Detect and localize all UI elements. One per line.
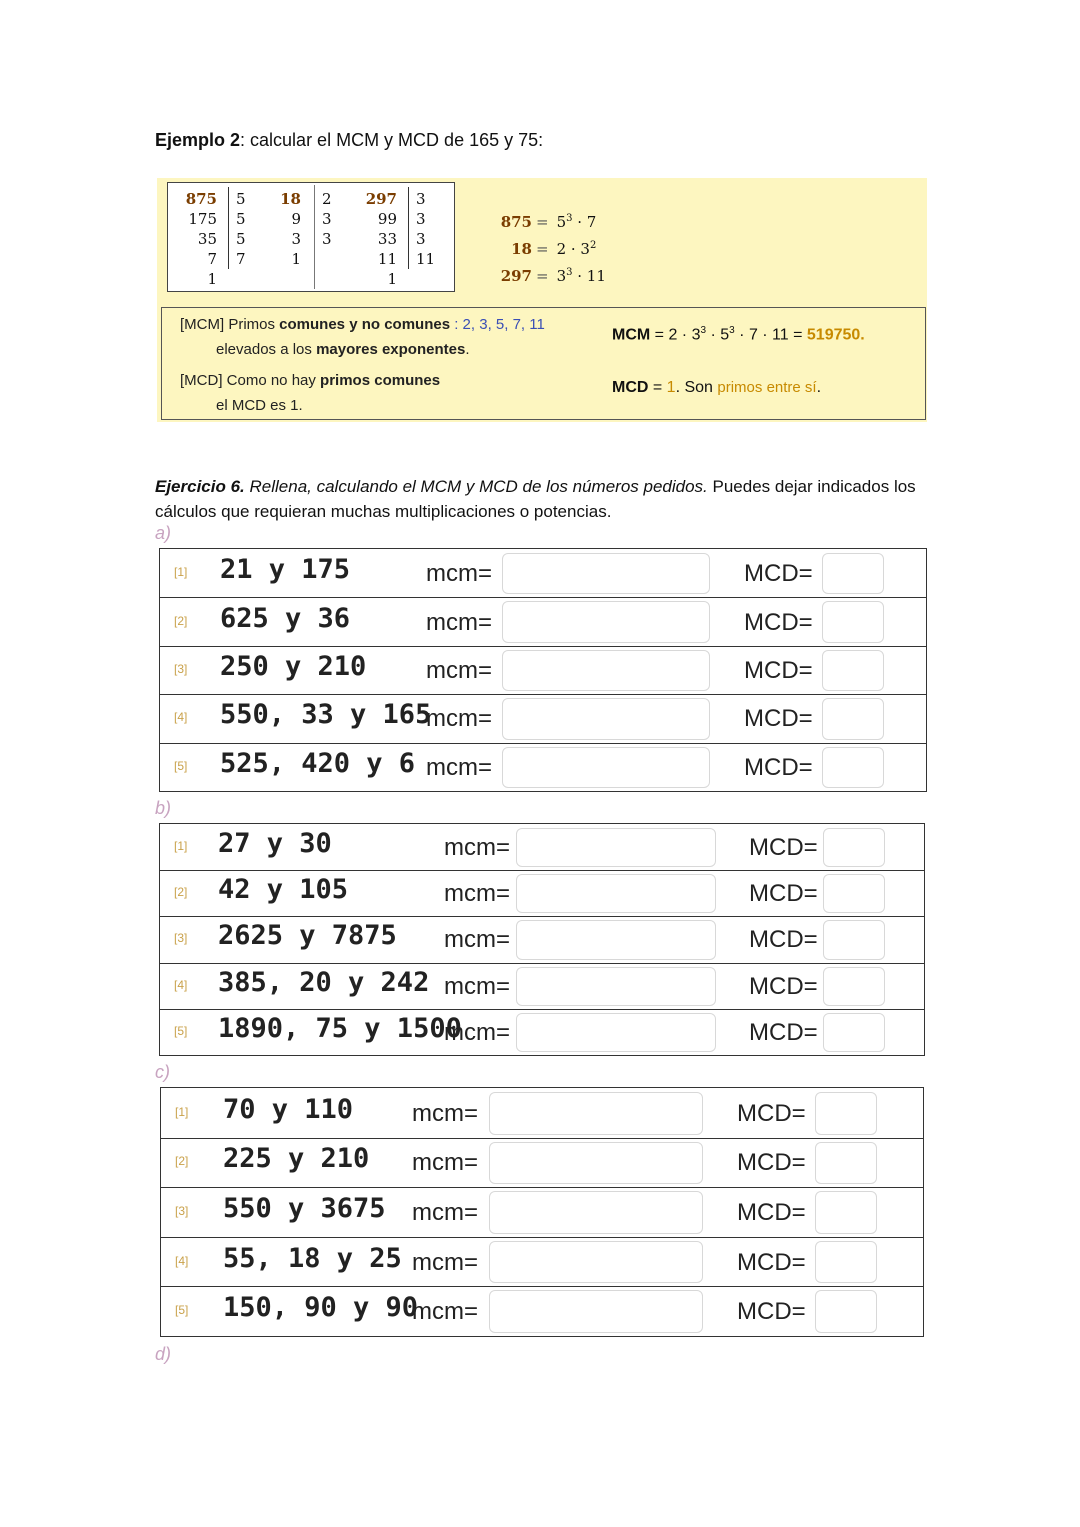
mcd-answer-field[interactable] [815, 1191, 877, 1234]
row-index: [5] [174, 758, 188, 773]
mcd-answer-field[interactable] [823, 967, 885, 1006]
row-index: [4] [175, 1253, 189, 1268]
mcm-answer-field[interactable] [516, 920, 716, 959]
table-row [161, 1286, 923, 1336]
mcm-label: mcm= [412, 1149, 478, 1177]
number-set: 525, 420 y 6 [220, 747, 416, 779]
number-set: 225 y 210 [223, 1143, 370, 1175]
example-title: Ejemplo 2: calcular el MCM y MCD de 165 y 75: [155, 130, 544, 150]
section-label-d: d) [155, 1344, 172, 1364]
exercise-statement: Ejercicio 6. Rellena, calculando el MCM y MCD de los números pedidos. Puedes dejar indicados los cálculos que requieran muchas multiplicaciones o potencias. [155, 477, 916, 521]
mcm-answer-field[interactable] [516, 828, 716, 867]
table-row [160, 963, 924, 1010]
prime-division-table [167, 182, 455, 292]
mcm-result: MCM = $2 \cdot 3^3 \cdot 5^3 \cdot 7 \cdot 11 = 519750$. [612, 325, 865, 344]
row-index: [2] [174, 613, 188, 628]
number-set: 1890, 75 y 1500 [218, 1012, 462, 1044]
row-index: [1] [175, 1104, 189, 1119]
mcm-answer-field[interactable] [502, 553, 710, 594]
mcd-label: MCD= [749, 1018, 818, 1046]
mcd-label: MCD= [744, 608, 813, 636]
row-index: [2] [174, 885, 188, 900]
number-set: 70 y 110 [223, 1093, 354, 1125]
mcd-answer-field[interactable] [815, 1092, 877, 1135]
number-set: 550 y 3675 [223, 1192, 386, 1224]
table-row [161, 1138, 923, 1189]
mcd-label: MCD= [737, 1149, 806, 1177]
mcd-label: MCD= [744, 705, 813, 733]
row-index: [4] [174, 710, 188, 725]
mcd-answer-field[interactable] [823, 874, 885, 913]
mcm-label: mcm= [426, 705, 492, 733]
mcd-answer-field[interactable] [815, 1290, 877, 1333]
mcm-answer-field[interactable] [516, 1013, 716, 1052]
number-set: 42 y 105 [218, 874, 349, 906]
number-set: 150, 90 y 90 [223, 1292, 419, 1324]
row-index: [2] [175, 1154, 189, 1169]
mcd-answer-field[interactable] [822, 698, 884, 739]
factorization-297: $297 = 3^3 \cdot 11$ [500, 267, 606, 285]
row-index: [3] [174, 661, 188, 676]
division-col-3-factors: 3 3 3 11 [416, 190, 436, 268]
row-index: [3] [175, 1203, 189, 1218]
mcm-label: mcm= [426, 560, 492, 588]
mcm-label: mcm= [444, 1018, 510, 1046]
mcm-label: mcm= [444, 972, 510, 1000]
number-set: 55, 18 y 25 [223, 1242, 402, 1274]
mcm-label: mcm= [444, 926, 510, 954]
mcm-label: mcm= [412, 1099, 478, 1127]
mcm-answer-field[interactable] [502, 747, 710, 788]
division-col-2-factors: 2 3 3 [322, 190, 332, 248]
section-label-b: b) [155, 798, 172, 818]
number-set: 2625 y 7875 [218, 920, 397, 952]
mcd-label: MCD= [737, 1198, 806, 1226]
table-row [161, 1088, 923, 1139]
table-row [161, 1237, 923, 1288]
number-set: 250 y 210 [220, 650, 367, 682]
mcd-answer-field[interactable] [815, 1241, 877, 1284]
factorization-875: $875 = 5^3 \cdot 7$ [500, 213, 597, 231]
mcd-label: MCD= [749, 834, 818, 862]
mcm-answer-field[interactable] [516, 967, 716, 1006]
factorizations [480, 207, 606, 288]
mcm-answer-field[interactable] [489, 1290, 703, 1333]
factorization-18: $18 = 2 \cdot 3^2$ [511, 240, 597, 258]
mcm-answer-field[interactable] [516, 874, 716, 913]
number-set: 385, 20 y 242 [218, 966, 430, 998]
table-row [160, 646, 926, 695]
row-index: [5] [175, 1303, 189, 1318]
mcm-label: mcm= [426, 656, 492, 684]
division-col-3: 297 99 33 11 1 [365, 190, 397, 288]
mcd-answer-field[interactable] [822, 601, 884, 642]
mcm-label: mcm= [426, 608, 492, 636]
mcm-answer-field[interactable] [502, 698, 710, 739]
number-set: 21 y 175 [220, 554, 351, 586]
mcm-label: mcm= [444, 880, 510, 908]
mcm-answer-field[interactable] [489, 1142, 703, 1185]
mcd-label: MCD= [749, 880, 818, 908]
mcd-answer-field[interactable] [823, 1013, 885, 1052]
table-row [160, 743, 926, 791]
mcm-label: mcm= [444, 834, 510, 862]
row-index: [4] [174, 977, 188, 992]
mcm-label: mcm= [426, 753, 492, 781]
mcm-answer-field[interactable] [489, 1092, 703, 1135]
number-set: 625 y 36 [220, 602, 351, 634]
mcd-answer-field[interactable] [823, 828, 885, 867]
division-col-2: 18 9 3 1 [280, 190, 301, 268]
mcd-answer-field[interactable] [815, 1142, 877, 1185]
section-label-c: c) [155, 1062, 170, 1082]
mcd-answer-field[interactable] [822, 553, 884, 594]
table-row [161, 1187, 923, 1238]
mcd-label: MCD= [737, 1248, 806, 1276]
exercise-table-c [160, 1087, 924, 1337]
mcd-rule-box [161, 365, 926, 420]
mcd-label: MCD= [744, 560, 813, 588]
mcm-answer-field[interactable] [489, 1241, 703, 1284]
row-index: [1] [174, 839, 188, 854]
table-row [160, 1009, 924, 1055]
mcm-answer-field[interactable] [502, 601, 710, 642]
mcd-label: MCD= [737, 1298, 806, 1326]
mcm-rule-box [161, 307, 926, 367]
mcd-label: MCD= [749, 926, 818, 954]
mcd-result: MCD = 1. Son primos entre sí. [612, 379, 822, 396]
table-row [160, 597, 926, 646]
mcd-answer-field[interactable] [823, 920, 885, 959]
mcm-label: mcm= [412, 1198, 478, 1226]
table-row [160, 549, 926, 598]
mcd-label: MCD= [737, 1099, 806, 1127]
mcd-label: MCD= [749, 972, 818, 1000]
mcm-label: mcm= [412, 1298, 478, 1326]
mcd-label: MCD= [744, 753, 813, 781]
number-set: 550, 33 y 165 [220, 699, 432, 731]
row-index: [1] [174, 565, 188, 580]
section-label-a: a) [155, 523, 172, 543]
number-set: 27 y 30 [218, 828, 332, 860]
mcm-label: mcm= [412, 1248, 478, 1276]
division-col-1-factors: 5 5 5 7 [236, 190, 246, 268]
mcm-rule-text: [MCM] Primos comunes y no comunes : 2, 3, 5, 7, 11 elevados a los mayores exponentes. [180, 316, 545, 358]
mcd-label: MCD= [744, 656, 813, 684]
mcd-rule-text: [MCD] Como no hay primos comunes el MCD es 1. [180, 372, 441, 414]
mcd-answer-field[interactable] [822, 747, 884, 788]
exercise-table-b [159, 823, 925, 1056]
table-row [160, 694, 926, 743]
mcd-answer-field[interactable] [822, 650, 884, 691]
row-index: [3] [174, 931, 188, 946]
exercise-table-a [159, 548, 927, 792]
table-row [160, 824, 924, 871]
row-index: [5] [174, 1023, 188, 1038]
division-col-1: 875 175 35 7 1 [185, 190, 217, 288]
table-row [160, 870, 924, 917]
table-row [160, 916, 924, 963]
mcm-answer-field[interactable] [489, 1191, 703, 1234]
mcm-answer-field[interactable] [502, 650, 710, 691]
